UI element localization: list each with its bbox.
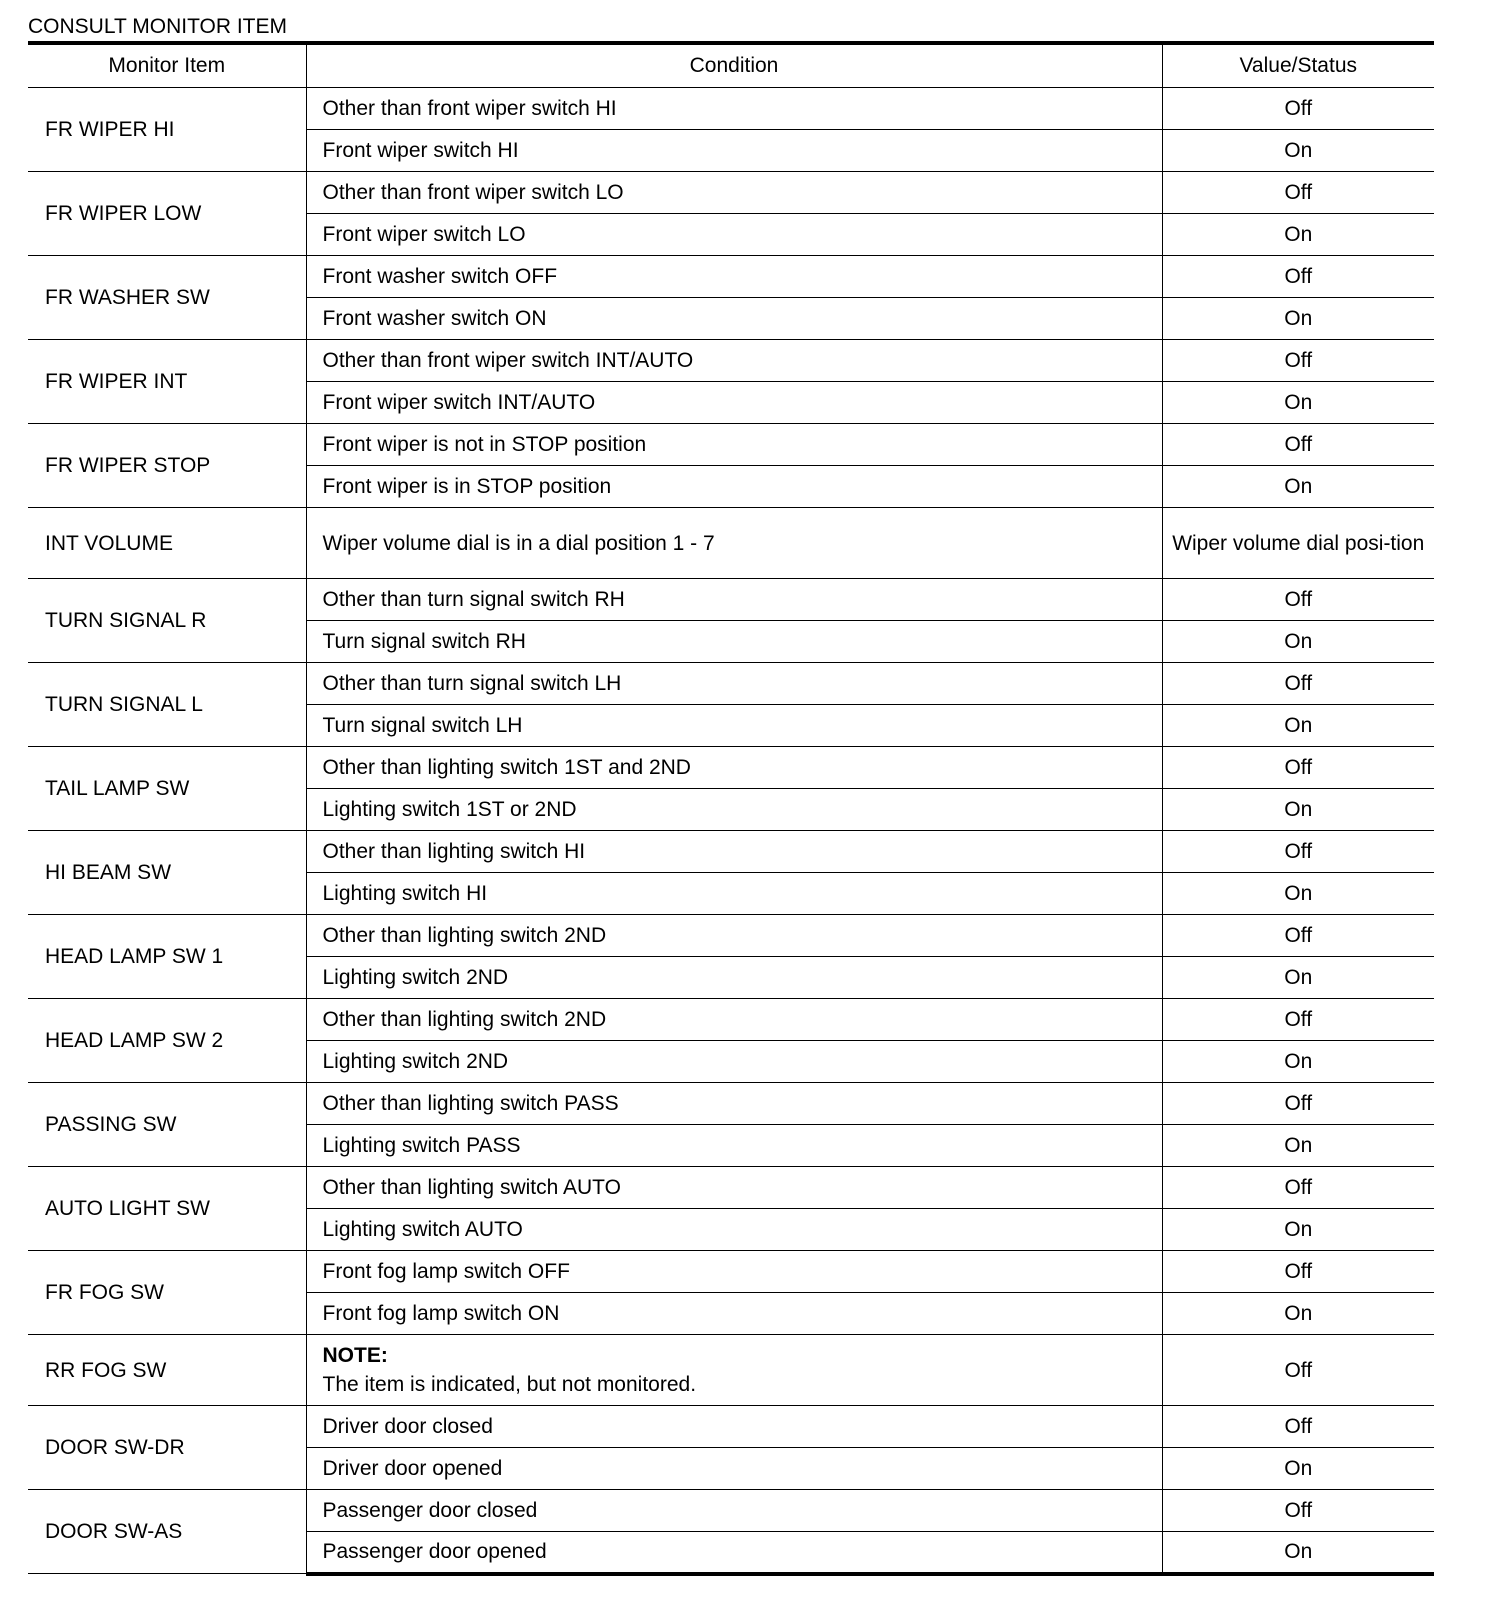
condition-cell: Lighting switch 1ST or 2ND [306, 789, 1162, 831]
value-status-cell: Off [1162, 1490, 1434, 1532]
table-row [28, 1406, 1434, 1448]
table-row [28, 747, 1434, 789]
value-status-cell: On [1162, 1448, 1434, 1490]
value-status-cell: Wiper volume dial posi-tion [1162, 508, 1434, 579]
monitor-item-cell: FR WIPER STOP [28, 424, 306, 508]
value-status-cell: Off [1162, 663, 1434, 705]
condition-cell: Front fog lamp switch OFF [306, 1251, 1162, 1293]
page-title: CONSULT MONITOR ITEM [28, 15, 288, 38]
table-row [28, 915, 1434, 957]
table-row [28, 579, 1434, 621]
condition-cell: Driver door closed [306, 1406, 1162, 1448]
condition-cell: Lighting switch HI [306, 873, 1162, 915]
monitor-item-cell: FR WIPER HI [28, 88, 306, 172]
monitor-item-cell: HEAD LAMP SW 2 [28, 999, 306, 1083]
condition-cell: Other than lighting switch HI [306, 831, 1162, 873]
table-row [28, 1167, 1434, 1209]
condition-cell [306, 1335, 1162, 1406]
value-status-cell: On [1162, 621, 1434, 663]
value-status-cell: On [1162, 1209, 1434, 1251]
monitor-item-cell: TURN SIGNAL L [28, 663, 306, 747]
value-status-cell: On [1162, 1125, 1434, 1167]
condition-cell: Front wiper switch HI [306, 130, 1162, 172]
monitor-item-cell: INT VOLUME [28, 508, 306, 579]
monitor-item-cell: FR WIPER LOW [28, 172, 306, 256]
table-row [28, 340, 1434, 382]
value-status-cell: Off [1162, 1083, 1434, 1125]
value-status-cell: On [1162, 789, 1434, 831]
condition-cell: Front wiper is in STOP position [306, 466, 1162, 508]
condition-cell: Other than front wiper switch INT/AUTO [306, 340, 1162, 382]
condition-cell: Driver door opened [306, 1448, 1162, 1490]
condition-cell: Lighting switch AUTO [306, 1209, 1162, 1251]
condition-cell: Turn signal switch LH [306, 705, 1162, 747]
condition-cell: Lighting switch PASS [306, 1125, 1162, 1167]
value-status-cell: On [1162, 382, 1434, 424]
header-monitor-item: Monitor Item [28, 43, 306, 88]
condition-cell: Front wiper switch INT/AUTO [306, 382, 1162, 424]
value-status-cell: On [1162, 214, 1434, 256]
monitor-item-cell: FR FOG SW [28, 1251, 306, 1335]
table-row [28, 256, 1434, 298]
value-status-cell: On [1162, 957, 1434, 999]
condition-cell: Front fog lamp switch ON [306, 1293, 1162, 1335]
condition-cell: Passenger door opened [306, 1532, 1162, 1574]
value-status-cell: Off [1162, 1167, 1434, 1209]
monitor-item-cell: HEAD LAMP SW 1 [28, 915, 306, 999]
table-row [28, 1335, 1434, 1406]
condition-cell: Front washer switch OFF [306, 256, 1162, 298]
value-status-cell: Off [1162, 172, 1434, 214]
condition-cell: Lighting switch 2ND [306, 957, 1162, 999]
table-row [28, 999, 1434, 1041]
value-status-cell: On [1162, 1041, 1434, 1083]
table-body [28, 88, 1434, 1574]
value-status-cell: On [1162, 298, 1434, 340]
condition-cell: Passenger door closed [306, 1490, 1162, 1532]
value-status-cell: Off [1162, 831, 1434, 873]
table-row [28, 831, 1434, 873]
value-status-cell: Off [1162, 256, 1434, 298]
condition-cell: Other than turn signal switch RH [306, 579, 1162, 621]
value-status-cell: Off [1162, 579, 1434, 621]
monitor-item-cell: FR WASHER SW [28, 256, 306, 340]
condition-cell: Lighting switch 2ND [306, 1041, 1162, 1083]
condition-cell: Wiper volume dial is in a dial position 1 - 7 [306, 508, 1162, 579]
monitor-item-cell: TAIL LAMP SW [28, 747, 306, 831]
value-status-cell: Off [1162, 424, 1434, 466]
value-status-cell: Off [1162, 999, 1434, 1041]
condition-cell: Other than lighting switch 2ND [306, 999, 1162, 1041]
value-status-cell: On [1162, 466, 1434, 508]
monitor-item-cell: PASSING SW [28, 1083, 306, 1167]
value-status-cell: On [1162, 130, 1434, 172]
value-status-cell: Off [1162, 747, 1434, 789]
condition-cell: Other than front wiper switch HI [306, 88, 1162, 130]
table-row [28, 1083, 1434, 1125]
condition-cell: Other than lighting switch PASS [306, 1083, 1162, 1125]
header-condition: Condition [306, 43, 1162, 88]
monitor-item-cell: RR FOG SW [28, 1335, 306, 1406]
monitor-item-cell: DOOR SW-AS [28, 1490, 306, 1574]
consult-monitor-table [28, 41, 1434, 1576]
value-status-cell: Off [1162, 1335, 1434, 1406]
table-row [28, 663, 1434, 705]
table-row [28, 1490, 1434, 1532]
table-row [28, 508, 1434, 579]
value-status-cell: Off [1162, 1406, 1434, 1448]
monitor-item-cell: HI BEAM SW [28, 831, 306, 915]
condition-cell: Other than lighting switch 2ND [306, 915, 1162, 957]
table-row [28, 424, 1434, 466]
table-row [28, 1251, 1434, 1293]
condition-cell: Other than lighting switch AUTO [306, 1167, 1162, 1209]
monitor-item-cell: FR WIPER INT [28, 340, 306, 424]
value-status-cell: Off [1162, 1251, 1434, 1293]
condition-cell: Other than lighting switch 1ST and 2ND [306, 747, 1162, 789]
value-status-cell: Off [1162, 340, 1434, 382]
monitor-item-cell: AUTO LIGHT SW [28, 1167, 306, 1251]
monitor-item-cell: TURN SIGNAL R [28, 579, 306, 663]
condition-cell: Front wiper switch LO [306, 214, 1162, 256]
condition-cell: Front washer switch ON [306, 298, 1162, 340]
table-row [28, 88, 1434, 130]
value-status-cell: On [1162, 1293, 1434, 1335]
condition-cell: Other than front wiper switch LO [306, 172, 1162, 214]
value-status-cell: Off [1162, 915, 1434, 957]
value-status-cell: On [1162, 705, 1434, 747]
header-value-status: Value/Status [1162, 43, 1434, 88]
header-row [28, 43, 1434, 88]
value-status-cell: On [1162, 873, 1434, 915]
note-text: The item is indicated, but not monitored. [322, 1373, 697, 1396]
condition-cell: Other than turn signal switch LH [306, 663, 1162, 705]
note-label: NOTE: [322, 1344, 388, 1367]
value-status-cell: On [1162, 1532, 1434, 1574]
condition-cell: Front wiper is not in STOP position [306, 424, 1162, 466]
monitor-item-cell: DOOR SW-DR [28, 1406, 306, 1490]
value-status-cell: Off [1162, 88, 1434, 130]
table-row [28, 172, 1434, 214]
condition-cell: Turn signal switch RH [306, 621, 1162, 663]
